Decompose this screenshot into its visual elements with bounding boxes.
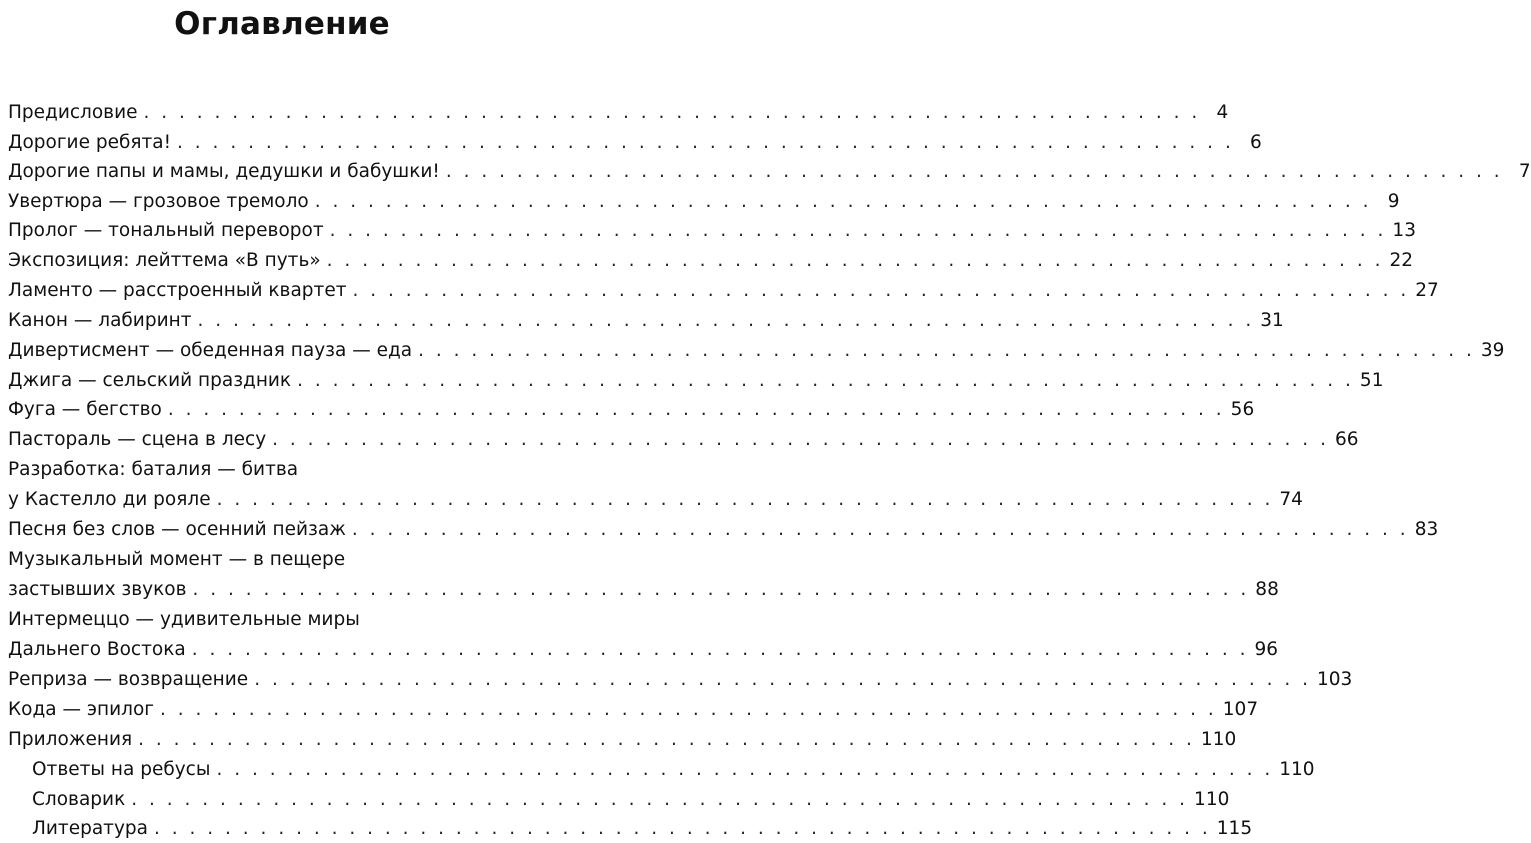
toc-entry-page: 107: [1222, 699, 1259, 720]
toc-leader-dots: . . . . . . . . . . . . . . . . . . . . . . . . . . . . . . . . . . . . . . . . . . . . . . . . . . . . . . . . . . . .: [153, 818, 1211, 839]
toc-leader-dots: . . . . . . . . . . . . . . . . . . . . . . . . . . . . . . . . . . . . . . . . . . . . . . . . . . . . . . . . . . . .: [192, 579, 1250, 600]
toc-leader-dots: . . . . . . . . . . . . . . . . . . . . . . . . . . . . . . . . . . . . . . . . . . . . . . . . . . . . . . . . . . . .: [216, 489, 1274, 510]
toc-entry-page: 31: [1260, 310, 1284, 331]
toc-entry-page: 110: [1200, 729, 1237, 750]
toc-entry-page: 74: [1279, 489, 1303, 510]
toc-entry[interactable]: [8, 304, 1284, 332]
toc-leader-dots: . . . . . . . . . . . . . . . . . . . . . . . . . . . . . . . . . . . . . . . . . . . . . . . . . . . . . . . . . . . .: [418, 340, 1475, 361]
toc-leader-dots: . . . . . . . . . . . . . . . . . . . . . . . . . . . . . . . . . . . . . . . . . . . . . . . . . . . . . . . . . . . .: [177, 132, 1234, 153]
toc-entry-page: 66: [1334, 429, 1359, 450]
toc-leader-dots: . . . . . . . . . . . . . . . . . . . . . . . . . . . . . . . . . . . . . . . . . . . . . . . . . . . . . . . . . . . .: [351, 519, 1409, 540]
toc-entry-title: Ответы на ребусы: [32, 759, 211, 780]
toc-entry[interactable]: [8, 334, 1505, 362]
toc-leader-dots: . . . . . . . . . . . . . . . . . . . . . . . . . . . . . . . . . . . . . . . . . . . . . . . . . . . . . . . . . . . .: [159, 699, 1217, 720]
toc-leader-dots: . . . . . . . . . . . . . . . . . . . . . . . . . . . . . . . . . . . . . . . . . . . . . . . . . . . . . . . . . . . .: [314, 191, 1372, 212]
toc-leader-dots: . . . . . . . . . . . . . . . . . . . . . . . . . . . . . . . . . . . . . . . . . . . . . . . . . . . . . . . . . . . .: [131, 789, 1189, 810]
toc-entry[interactable]: [8, 214, 1416, 242]
toc-entry-page: 27: [1415, 280, 1439, 301]
toc-entry-title: Пасторaль — сцена в лесу: [8, 429, 267, 450]
toc-leader-dots: . . . . . . . . . . . . . . . . . . . . . . . . . . . . . . . . . . . . . . . . . . . . . . . . . . . . . . . . . . . .: [138, 729, 1195, 750]
toc-entry[interactable]: [8, 244, 1414, 272]
toc-entry-page: 6: [1250, 132, 1262, 153]
toc-entry-page: 22: [1389, 250, 1414, 271]
toc-entry-title: Предисловие: [8, 102, 138, 123]
toc-leader-dots: . . . . . . . . . . . . . . . . . . . . . . . . . . . . . . . . . . . . . . . . . . . . . . . . . . . . . . . . . . . .: [197, 310, 1255, 331]
toc-entry-title: Экспозиция: лейттема «В путь»: [8, 250, 321, 271]
toc-leader-dots: . . . . . . . . . . . . . . . . . . . . . . . . . . . . . . . . . . . . . . . . . . . . . . . . . . . . . . . . . . . .: [216, 759, 1274, 780]
toc-leader-dots: . . . . . . . . . . . . . . . . . . . . . . . . . . . . . . . . . . . . . . . . . . . . . . . . . . . . . . . . . . . .: [445, 161, 1503, 182]
toc-entry[interactable]: [8, 364, 1384, 392]
toc-entry-page: 13: [1392, 220, 1416, 241]
toc-entry-title: застывших звуков: [8, 579, 187, 600]
toc-entry[interactable]: [8, 423, 1359, 451]
toc-entry[interactable]: [8, 543, 556, 571]
toc-subentry[interactable]: [32, 812, 1253, 840]
toc-entry-title: Канон — лабиринт: [8, 310, 192, 331]
toc-entry-page: 39: [1480, 340, 1505, 361]
toc-entry-title: Дорогие папы и мамы, дедушки и бабушки!: [8, 161, 440, 182]
toc-entry-title: Ламенто — расстроенный квартет: [8, 280, 347, 301]
toc-entry[interactable]: [8, 453, 556, 481]
toc-entry-title: Дальнего Востока: [8, 639, 186, 660]
toc-entry-page: 110: [1279, 759, 1315, 780]
toc-subentry[interactable]: [32, 753, 1315, 781]
toc-entry-title: Реприза — возвращение: [8, 669, 249, 690]
toc-subentry[interactable]: [32, 783, 1230, 811]
toc-leader-dots: . . . . . . . . . . . . . . . . . . . . . . . . . . . . . . . . . . . . . . . . . . . . . . . . . . . . . . . . . . . .: [167, 399, 1225, 420]
toc-entry-title: Увертюра — грозовое тремоло: [8, 191, 309, 212]
toc-entry-page: 96: [1254, 639, 1279, 660]
toc-entry[interactable]: [8, 274, 1439, 302]
toc-entry[interactable]: [8, 513, 1439, 541]
toc-entry-title: Литература: [32, 818, 148, 839]
toc-entry-title: Словарик: [32, 789, 126, 810]
toc-entry-title: Песня без слов — осенний пейзаж: [8, 519, 346, 540]
toc-entry-page: 103: [1316, 669, 1353, 690]
toc-entry-page: 56: [1230, 399, 1255, 420]
toc-entry[interactable]: [8, 573, 1279, 601]
toc-entry[interactable]: [8, 693, 1259, 721]
toc-entry-page: 115: [1216, 818, 1253, 839]
toc-entry-page: 110: [1194, 789, 1230, 810]
toc-leader-dots: . . . . . . . . . . . . . . . . . . . . . . . . . . . . . . . . . . . . . . . . . . . . . . . . . . . . . . . . . . . .: [254, 669, 1311, 690]
toc-leader-dots: . . . . . . . . . . . . . . . . . . . . . . . . . . . . . . . . . . . . . . . . . . . . . . . . . . . . . . . . . . . .: [143, 102, 1201, 123]
toc-entry[interactable]: [8, 633, 1279, 661]
toc-entry-title: Кода — эпилог: [8, 699, 154, 720]
page-title: Оглавление: [174, 6, 390, 42]
toc-entry-page: 7: [1518, 161, 1531, 182]
toc-entry-title: Пролог — тональный переворот: [8, 220, 324, 241]
toc-entry[interactable]: [8, 126, 1262, 154]
toc-entry-page: 9: [1387, 191, 1400, 212]
toc-entry[interactable]: [8, 723, 1237, 751]
toc-entry-page: 88: [1255, 579, 1279, 600]
toc-leader-dots: . . . . . . . . . . . . . . . . . . . . . . . . . . . . . . . . . . . . . . . . . . . . . . . . . . . . . . . . . . . .: [329, 220, 1387, 241]
toc-entry-title: у Кастелло ди рояле: [8, 489, 211, 510]
toc-entry[interactable]: [8, 96, 1229, 124]
toc-entry-title: Дивертисмент — обеденная пауза — еда: [8, 340, 413, 361]
toc-entry[interactable]: [8, 393, 1255, 421]
toc-entry[interactable]: [8, 663, 1353, 691]
toc-entry-title: Музыкальный момент — в пещере: [8, 549, 346, 570]
toc-entry-page: 51: [1359, 370, 1384, 391]
toc-entry-page: 4: [1216, 102, 1229, 123]
toc-leader-dots: . . . . . . . . . . . . . . . . . . . . . . . . . . . . . . . . . . . . . . . . . . . . . . . . . . . . . . . . . . . .: [191, 639, 1249, 660]
toc-entry-title: Приложения: [8, 729, 133, 750]
toc-leader-dots: . . . . . . . . . . . . . . . . . . . . . . . . . . . . . . . . . . . . . . . . . . . . . . . . . . . . . . . . . . . .: [352, 280, 1410, 301]
toc-entry[interactable]: [8, 155, 1531, 183]
toc-entry-title: Фуга — бегство: [8, 399, 162, 420]
toc-leader-dots: . . . . . . . . . . . . . . . . . . . . . . . . . . . . . . . . . . . . . . . . . . . . . . . . . . . . . . . . . . . .: [297, 370, 1354, 391]
toc-entry-title: Разработка: баталия — битва: [8, 459, 299, 480]
toc-entry-title: Джига — сельский праздник: [8, 370, 292, 391]
toc-entry[interactable]: [8, 185, 1400, 213]
toc-entry[interactable]: [8, 603, 556, 631]
toc-entry-title: Дорогие ребята!: [8, 132, 172, 153]
toc-entry-title: Интермеццо — удивительные миры: [8, 609, 360, 630]
toc-leader-dots: . . . . . . . . . . . . . . . . . . . . . . . . . . . . . . . . . . . . . . . . . . . . . . . . . . . . . . . . . . . .: [326, 250, 1384, 271]
toc-entry-page: 83: [1414, 519, 1439, 540]
toc-entry[interactable]: [8, 483, 1303, 511]
toc-leader-dots: . . . . . . . . . . . . . . . . . . . . . . . . . . . . . . . . . . . . . . . . . . . . . . . . . . . . . . . . . . . .: [272, 429, 1329, 450]
